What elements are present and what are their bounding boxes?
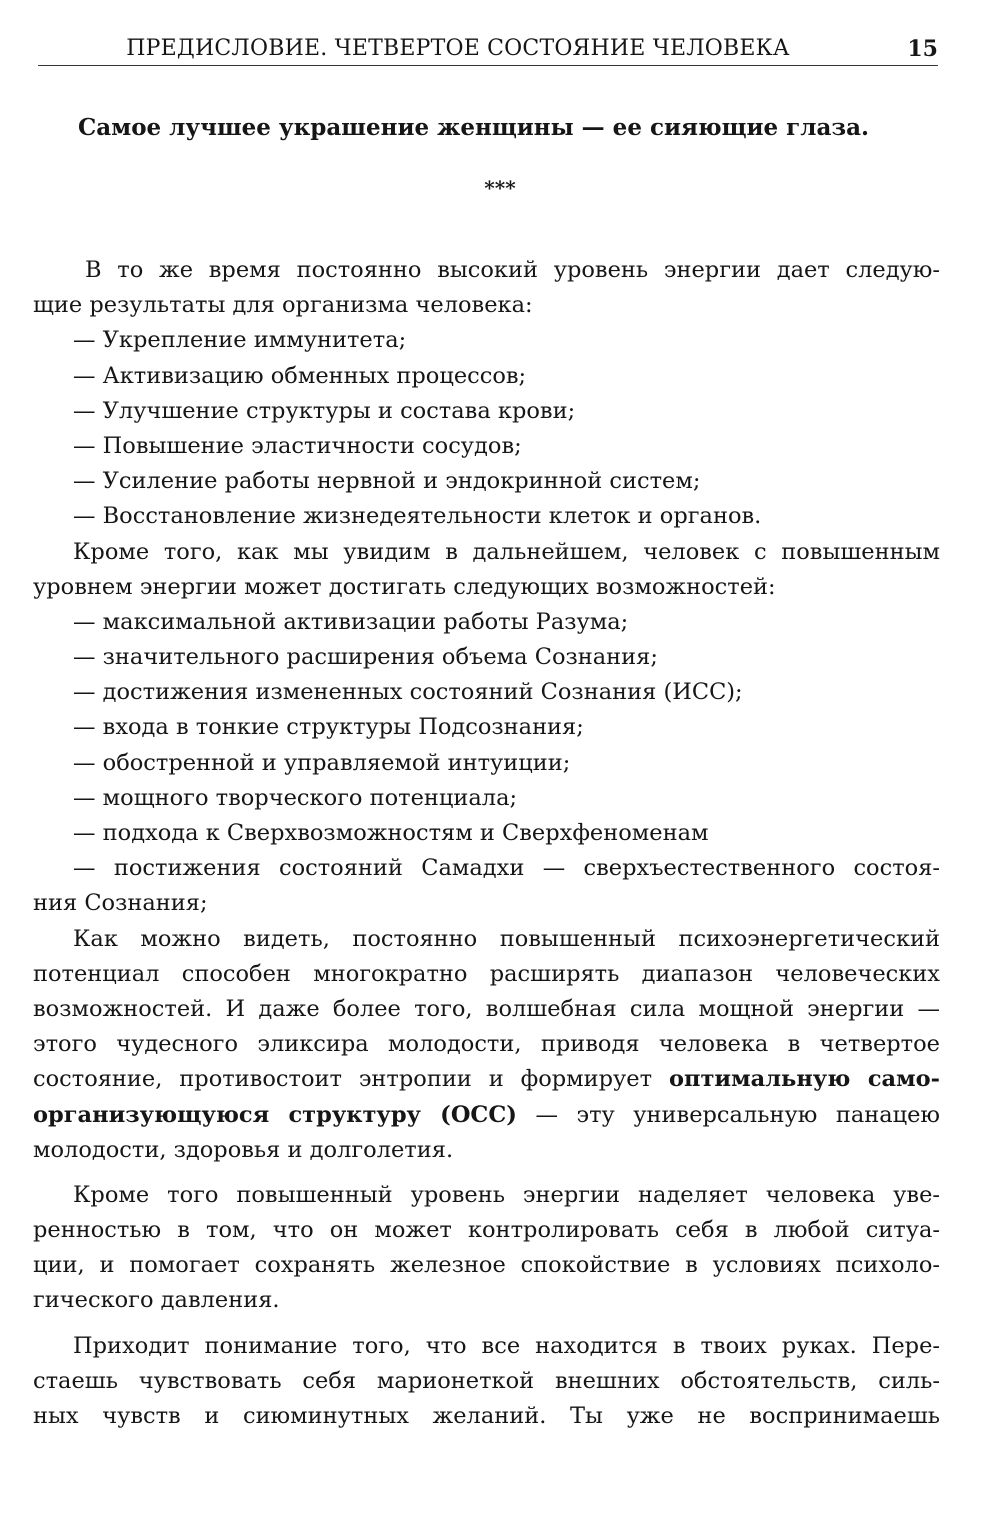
text-line: уровнем энергии может достигать следующих возможностей: <box>33 573 776 600</box>
list-item: — подхода к Сверхвозможностям и Сверхфеноменам <box>73 820 709 846</box>
list-item: — Восстановление жизнедеятельности клеток и органов. <box>73 503 762 530</box>
page-number: 15 <box>907 36 938 62</box>
list-item: — постижения состояний Самадхи — сверхъестественного состоя- <box>73 855 940 882</box>
running-header <box>38 34 938 68</box>
text-fragment: состояние, противостоит энтропии и формирует <box>33 1066 653 1093</box>
list-item: — Усиление работы нервной и эндокринной систем; <box>73 468 701 495</box>
text-line: Кроме того повышенный уровень энергии наделяет человека уве- <box>73 1181 940 1208</box>
text-line: этого чудесного эликсира молодости, приводя человека в четвертое <box>33 1031 940 1058</box>
list-item: — Активизацию обменных процессов; <box>73 362 527 389</box>
text-line: В то же время постоянно высокий уровень энергии дает следую- <box>85 257 940 283</box>
text-line: гического давления. <box>33 1287 280 1314</box>
text-line: возможностей. И даже более того, волшебная сила мощной энергии — <box>33 995 940 1022</box>
text-line: молодости, здоровья и долголетия. <box>33 1136 454 1163</box>
list-item: — максимальной активизации работы Разума; <box>73 608 629 635</box>
list-item: — Повышение эластичности сосудов; <box>73 432 522 459</box>
section-separator: *** <box>484 176 516 200</box>
text-line: щие результаты для организма человека: <box>33 292 533 319</box>
text-line: Приходит понимание того, что все находится в твоих руках. Пере- <box>73 1332 940 1359</box>
list-item: — достижения измененных состояний Сознания (ИСС); <box>73 679 743 706</box>
text-line: ренностью в том, что он может контролировать себя в любой ситуа- <box>33 1217 940 1244</box>
list-item: — Укрепление иммунитета; <box>73 327 407 354</box>
text-line <box>33 1062 940 1097</box>
body-text <box>33 253 940 1434</box>
header-rule <box>38 65 938 66</box>
text-line: ных чувств и сиюминутных желаний. Ты уже не воспринимаешь <box>33 1403 940 1429</box>
text-line: стаешь чувствовать себя марионеткой внешних обстоятельств, силь- <box>33 1367 940 1394</box>
list-item: — обостренной и управляемой интуиции; <box>73 749 571 776</box>
list-item: — мощного творческого потенциала; <box>73 784 518 811</box>
text-line: ния Сознания; <box>33 890 208 917</box>
list-item: — значительного расширения объема Сознания; <box>73 644 658 671</box>
epigraph: Самое лучшее украшение женщины — ее сияющие глаза. <box>78 114 869 141</box>
text-line: ции, и помогает сохранять железное спокойствие в условиях психоло- <box>33 1252 940 1279</box>
list-item: — Улучшение структуры и состава крови; <box>73 397 576 424</box>
text-line: Кроме того, как мы увидим в дальнейшем, человек с повышенным <box>73 538 940 565</box>
bold-term: оптимальную само- <box>668 1066 941 1093</box>
header-title: ПРЕДИСЛОВИЕ. ЧЕТВЕРТОЕ СОСТОЯНИЕ ЧЕЛОВЕКА <box>126 36 790 61</box>
text-fragment: — эту универсальную панацею <box>535 1101 941 1128</box>
text-line: потенциал способен многократно расширять диапазон человеческих <box>33 960 940 987</box>
list-item: — входа в тонкие структуры Подсознания; <box>73 714 584 741</box>
text-line: Как можно видеть, постоянно повышенный психоэнергетический <box>73 925 940 952</box>
bold-term: организующуюся структуру (ОСС) <box>33 1101 517 1128</box>
text-line <box>33 1098 940 1133</box>
